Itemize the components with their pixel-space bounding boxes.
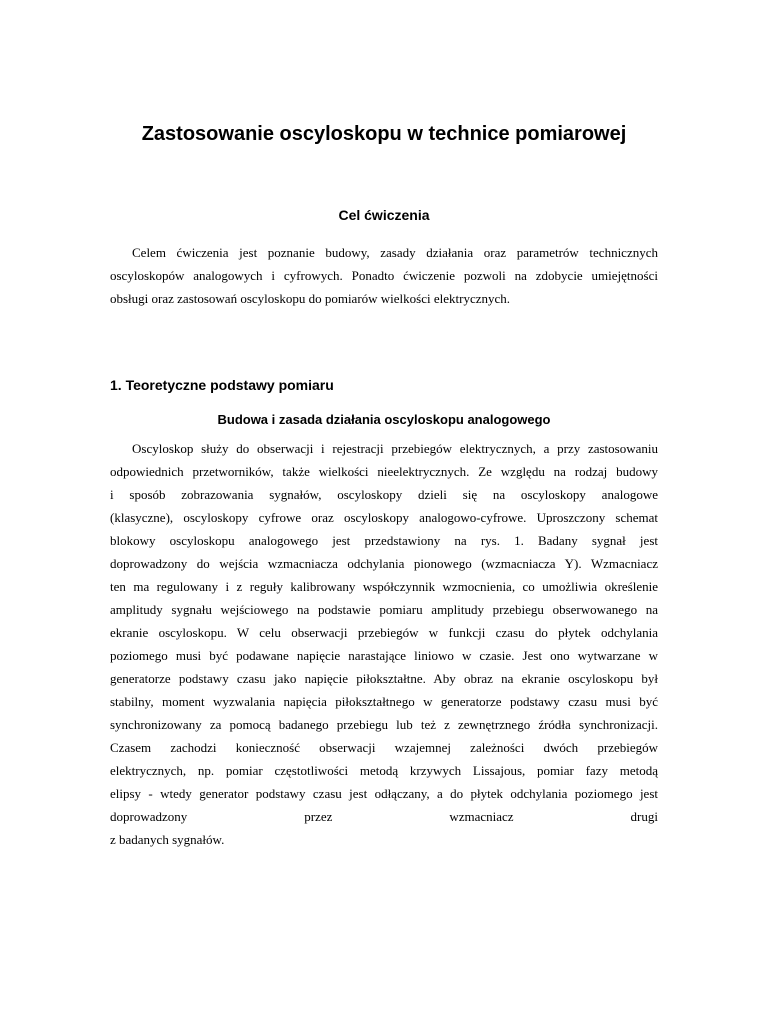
paragraph-line: obsługi oraz zastosowań oscyloskopu do pomiarów wielkości elektrycznych. xyxy=(110,291,511,306)
paragraph-line: (klasyczne), oscyloskopy cyfrowe oraz oscyloskopy analogowo-cyfrowe. Uproszczony schemat xyxy=(110,510,658,525)
paragraph-line: odpowiednich przetworników, także wielkości nieelektrycznych. Ze względu na rodzaj budowy xyxy=(110,464,658,479)
paragraph-line: ekranie oscyloskopu. W celu obserwacji przebiegów w funkcji czasu do płytek odchylania xyxy=(110,625,658,640)
paragraph-line: synchronizowany za pomocą badanego przebiegu lub też z zewnętrznego źródła synchronizacji. xyxy=(110,717,658,732)
paragraph-line: doprowadzony przez wzmacniacz drugi xyxy=(110,809,658,824)
section-heading: 1. Teoretyczne podstawy pomiaru xyxy=(110,377,334,393)
paragraph-line: Czasem zachodzi konieczność obserwacji wzajemnej zależności dwóch przebiegów xyxy=(110,740,658,755)
paragraph-line: elektrycznych, np. pomiar częstotliwości metodą krzywych Lissajous, pomiar fazy metodą xyxy=(110,763,658,778)
document-title: Zastosowanie oscyloskopu w technice pomiarowej xyxy=(141,123,627,145)
paragraph-line: poziomego musi być podawane napięcie narastające liniowo w czasie. Jest ono wytwarzane w xyxy=(110,648,658,663)
paragraph-line: amplitudy sygnału wejściowego na podstawie pomiaru amplitudy przebiegu obserwowanego na xyxy=(110,602,658,617)
section-paragraph xyxy=(110,437,658,851)
goal-heading: Cel ćwiczenia xyxy=(338,207,430,223)
paragraph-line: Oscyloskop służy do obserwacji i rejestracji przebiegów elektrycznych, a przy zastosowaniu xyxy=(132,441,658,456)
paragraph-line: generatorze podstawy czasu jako napięcie piłokształtne. Aby obraz na ekranie oscyloskopu był xyxy=(110,671,658,686)
subsection-heading: Budowa i zasada działania oscyloskopu analogowego xyxy=(217,412,551,427)
paragraph-line: i sposób zobrazowania sygnałów, oscyloskopy dzieli się na oscyloskopy analogowe xyxy=(110,487,658,502)
paragraph-line: blokowy oscyloskopu analogowego jest przedstawiony na rys. 1. Badany sygnał jest xyxy=(110,533,658,548)
goal-paragraph xyxy=(110,241,658,310)
paragraph-line: z badanych sygnałów. xyxy=(110,832,225,847)
paragraph-line: ten ma regulowany i z reguły kalibrowany współczynnik wzmocnienia, co umożliwia określenie xyxy=(110,579,658,594)
paragraph-line: doprowadzony do wejścia wzmacniacza odchylania pionowego (wzmacniacza Y). Wzmacniacz xyxy=(110,556,658,571)
paragraph-line: stabilny, moment wyzwalania napięcia piłokształtnego w generatorze podstawy czasu musi być xyxy=(110,694,658,709)
paragraph-line: elipsy - wtedy generator podstawy czasu jest odłączany, a do płytek odchylania poziomego jest xyxy=(110,786,658,801)
paragraph-line: oscyloskopów analogowych i cyfrowych. Ponadto ćwiczenie pozwoli na zdobycie umiejętności xyxy=(110,268,658,283)
paragraph-line: Celem ćwiczenia jest poznanie budowy, zasady działania oraz parametrów technicznych xyxy=(132,245,658,260)
